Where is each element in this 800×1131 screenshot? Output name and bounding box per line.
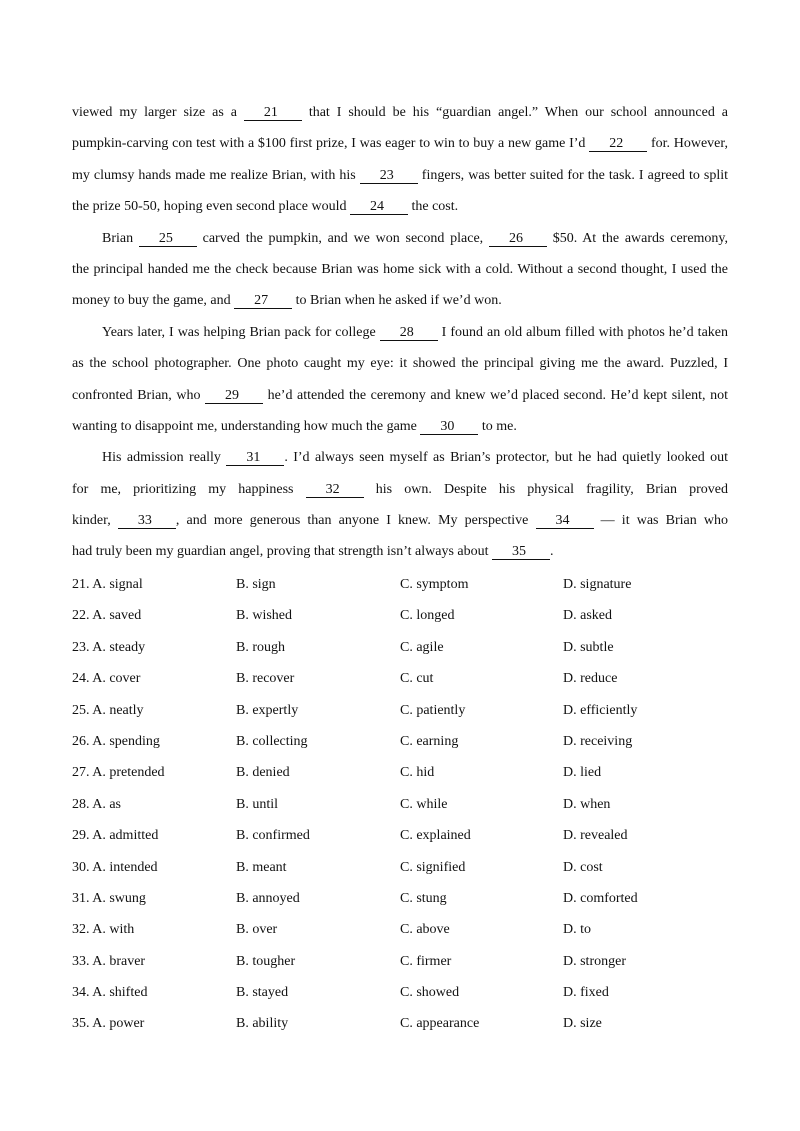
- option-c: C. symptom: [400, 577, 469, 592]
- option-a: 35. A. power: [72, 1016, 145, 1032]
- option-c: C. firmer: [400, 953, 452, 969]
- option-d: D. reduce: [563, 671, 618, 687]
- passage-line: [72, 383, 728, 414]
- passage-text: the principal handed me the check because Brian was home sick with a cold. Without a second thought, I used the: [72, 261, 728, 277]
- question-options-row: [72, 1011, 728, 1042]
- passage-text: he’d attended the ceremony and knew we’d placed second. He’d kept silent, not: [263, 387, 728, 403]
- blank-34: 34: [536, 513, 594, 529]
- passage-text: Brian: [102, 230, 139, 246]
- passage-text: , and more generous than anyone I knew. My perspective: [175, 513, 536, 529]
- option-a: 23. A. steady: [72, 639, 146, 655]
- passage-line: [72, 257, 728, 288]
- passage-text: had truly been my guardian angel, proving that strength isn’t always about: [72, 544, 493, 560]
- passage-text: the prize 50-50, hoping even second place would: [72, 199, 350, 215]
- passage-text: viewed my larger size as a: [72, 105, 244, 120]
- passage-text: his own. Despite his physical fragility, Brian proved: [363, 481, 728, 497]
- option-c: C. while: [400, 796, 448, 812]
- option-d: D. stronger: [563, 953, 626, 969]
- option-d: D. fixed: [563, 985, 609, 1001]
- option-d: D. signature: [563, 577, 632, 592]
- option-c: C. hid: [400, 765, 435, 781]
- option-a: 28. A. as: [72, 796, 121, 812]
- question-options-row: [72, 980, 728, 1011]
- option-a: 21. A. signal: [72, 577, 143, 592]
- question-options-row: [72, 823, 728, 854]
- option-c: C. signified: [400, 859, 466, 875]
- blank-23: 23: [360, 168, 418, 184]
- passage-line: [72, 414, 728, 445]
- passage-text: to Brian when he asked if we’d won.: [292, 293, 502, 309]
- option-b: B. sign: [236, 577, 276, 592]
- passage-line: [72, 508, 728, 539]
- option-c: C. stung: [400, 890, 447, 906]
- blank-27: 27: [234, 293, 292, 309]
- option-a: 31. A. swung: [72, 890, 146, 906]
- blank-26: 26: [489, 231, 547, 247]
- blank-35: 35: [492, 544, 550, 560]
- blank-24: 24: [350, 199, 408, 215]
- option-b: B. denied: [236, 765, 290, 781]
- option-a: 25. A. neatly: [72, 702, 144, 718]
- passage-line: [72, 131, 728, 162]
- passage-text: pumpkin-carving con test with a $100 first prize, I was eager to win to buy a new game I’d: [72, 136, 590, 152]
- option-c: C. patiently: [400, 702, 466, 718]
- option-c: C. explained: [400, 828, 471, 844]
- blank-29: 29: [205, 388, 263, 404]
- option-b: B. recover: [236, 671, 295, 687]
- question-options-row: [72, 572, 728, 603]
- option-a: 26. A. spending: [72, 733, 160, 749]
- question-options-row: [72, 855, 728, 886]
- option-a: 27. A. pretended: [72, 765, 165, 781]
- passage-text: kinder,: [72, 513, 118, 529]
- question-options-row: [72, 949, 728, 980]
- blank-32: 32: [306, 482, 364, 498]
- cloze-passage: [72, 100, 728, 571]
- passage-text: fingers, was better suited for the task. I agreed to split: [417, 167, 728, 183]
- option-c: C. showed: [400, 985, 460, 1001]
- passage-text: to me.: [478, 418, 517, 434]
- option-b: B. rough: [236, 639, 285, 655]
- blank-30: 30: [420, 419, 478, 435]
- option-b: B. collecting: [236, 733, 308, 749]
- option-a: 24. A. cover: [72, 671, 141, 687]
- passage-line: [72, 477, 728, 508]
- option-c: C. earning: [400, 733, 459, 749]
- option-a: 22. A. saved: [72, 608, 142, 624]
- passage-text: carved the pumpkin, and we won second place,: [196, 230, 489, 246]
- blank-25: 25: [139, 231, 197, 247]
- option-d: D. comforted: [563, 890, 638, 906]
- option-c: C. appearance: [400, 1016, 480, 1032]
- passage-text: Years later, I was helping Brian pack for college: [102, 324, 380, 340]
- question-options-row: [72, 603, 728, 634]
- option-c: C. cut: [400, 671, 434, 687]
- option-c: C. longed: [400, 608, 455, 624]
- passage-text: confronted Brian, who: [72, 387, 206, 403]
- option-d: D. cost: [563, 859, 603, 875]
- passage-text: wanting to disappoint me, understanding how much the game: [72, 418, 421, 434]
- question-options-row: [72, 760, 728, 791]
- passage-text: . I’d always seen myself as Brian’s protector, but he had quietly looked out: [284, 450, 728, 466]
- passage-text: that I should be his “guardian angel.” When our school announced a: [301, 105, 728, 120]
- passage-text: — it was Brian who: [593, 513, 728, 529]
- passage-line: [72, 351, 728, 382]
- passage-line: [72, 100, 728, 131]
- passage-line: [72, 194, 728, 225]
- passage-text: His admission really: [102, 450, 227, 466]
- passage-text: $50. At the awards ceremony,: [546, 230, 729, 246]
- passage-text: for. However,: [647, 136, 728, 152]
- option-a: 30. A. intended: [72, 859, 158, 875]
- blank-22: 22: [589, 136, 647, 152]
- question-options-row: [72, 917, 728, 948]
- passage-line: [72, 163, 728, 194]
- question-options-row: [72, 886, 728, 917]
- passage-line: [72, 445, 728, 476]
- option-b: B. ability: [236, 1016, 289, 1032]
- option-d: D. revealed: [563, 828, 628, 844]
- blank-28: 28: [380, 325, 438, 341]
- passage-text: my clumsy hands made me realize Brian, with his: [72, 167, 360, 183]
- option-a: 29. A. admitted: [72, 828, 159, 844]
- passage-text: .: [550, 544, 554, 560]
- passage-text: for me, prioritizing my happiness: [72, 481, 306, 497]
- blank-31: 31: [226, 450, 284, 466]
- question-options-row: [72, 666, 728, 697]
- passage-line: [72, 288, 728, 319]
- option-d: D. efficiently: [563, 702, 638, 718]
- question-options-row: [72, 698, 728, 729]
- answer-options: [72, 572, 728, 1043]
- passage-text: money to buy the game, and: [72, 293, 235, 309]
- passage-line: [72, 226, 728, 257]
- option-b: B. meant: [236, 859, 287, 875]
- option-d: D. when: [563, 796, 611, 812]
- option-d: D. lied: [563, 765, 602, 781]
- option-c: C. above: [400, 922, 450, 938]
- option-d: D. size: [563, 1016, 602, 1032]
- option-b: B. stayed: [236, 985, 289, 1001]
- passage-text: as the school photographer. One photo caught my eye: it showed the principal giving me the award. Puzzled, I: [72, 356, 728, 372]
- passage-line: [72, 539, 728, 570]
- option-c: C. agile: [400, 639, 444, 655]
- option-d: D. asked: [563, 608, 612, 624]
- passage-text: I found an old album filled with photos he’d taken: [437, 324, 728, 340]
- blank-21: 21: [244, 105, 302, 121]
- option-b: B. over: [236, 922, 278, 938]
- option-a: 34. A. shifted: [72, 985, 148, 1001]
- passage-text: the cost.: [407, 199, 459, 215]
- question-options-row: [72, 635, 728, 666]
- option-b: B. annoyed: [236, 890, 300, 906]
- option-b: B. wished: [236, 608, 292, 624]
- option-b: B. confirmed: [236, 828, 310, 844]
- option-b: B. until: [236, 796, 279, 812]
- passage-line: [72, 320, 728, 351]
- option-a: 33. A. braver: [72, 953, 146, 969]
- question-options-row: [72, 792, 728, 823]
- option-d: D. to: [563, 922, 591, 938]
- option-a: 32. A. with: [72, 922, 135, 938]
- option-b: B. tougher: [236, 953, 296, 969]
- option-b: B. expertly: [236, 702, 299, 718]
- option-d: D. subtle: [563, 639, 614, 655]
- blank-33: 33: [118, 513, 176, 529]
- option-d: D. receiving: [563, 733, 633, 749]
- question-options-row: [72, 729, 728, 760]
